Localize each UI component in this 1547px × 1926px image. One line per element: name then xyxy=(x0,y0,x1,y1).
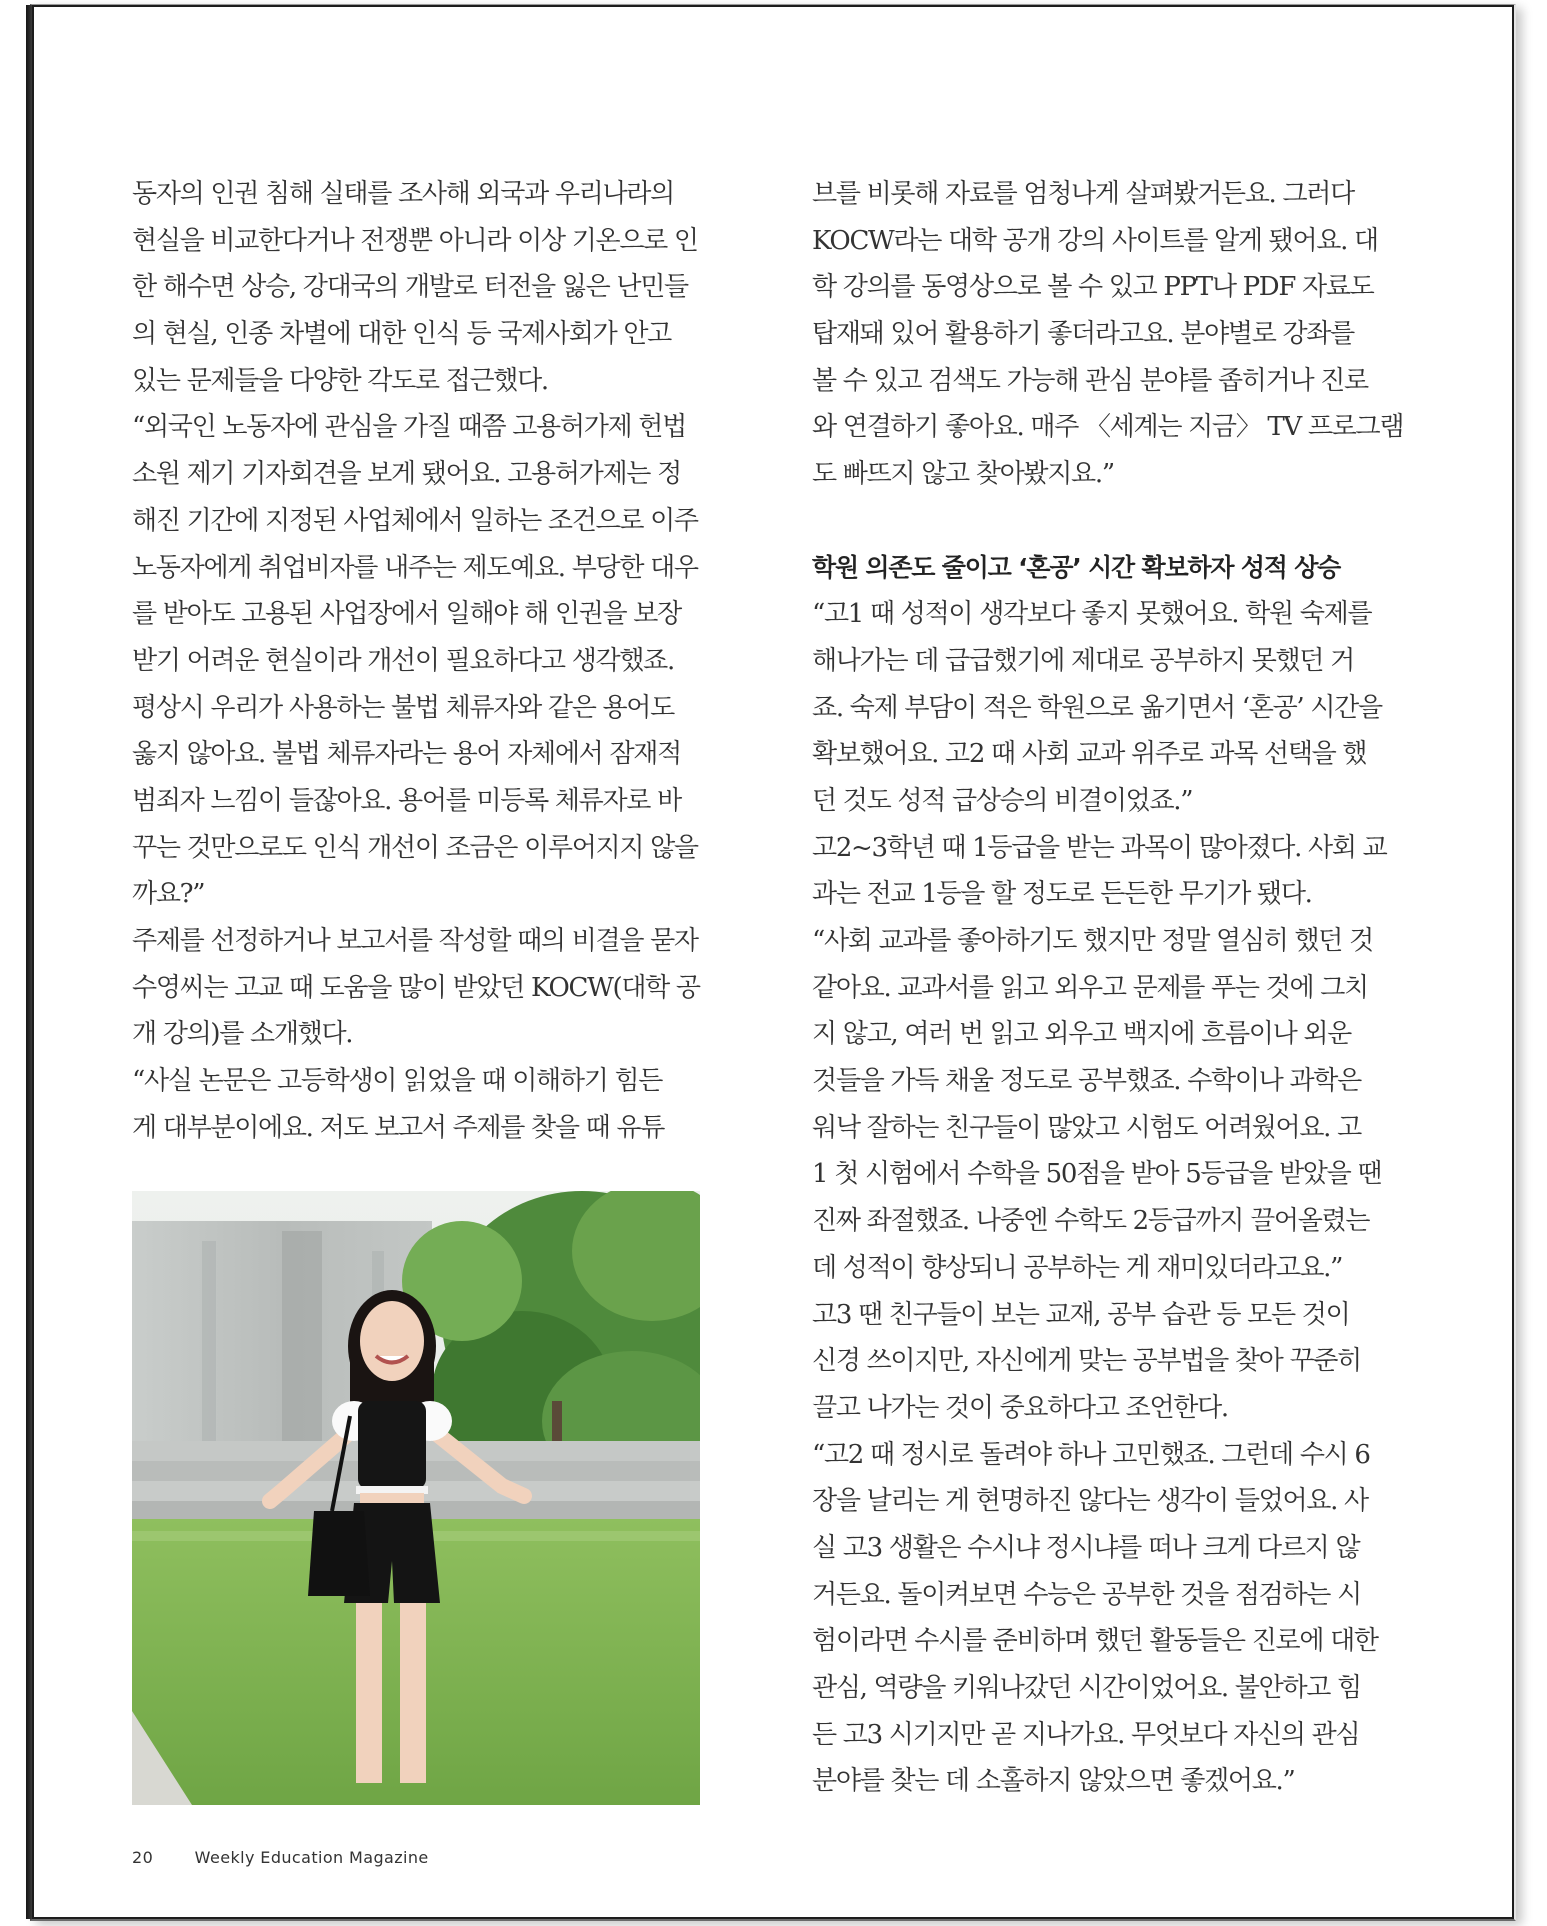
page-number: 20 xyxy=(132,1848,154,1867)
text-line: 것들을 가득 채울 정도로 공부했죠. 수학이나 과학은 xyxy=(812,1066,1361,1097)
text-line: 있는 문제들을 다양한 각도로 접근했다. xyxy=(132,365,548,396)
text-line: KOCW라는 대학 공개 강의 사이트를 알게 됐어요. 대 xyxy=(812,225,1378,256)
text-line: 워낙 잘하는 친구들이 많았고 시험도 어려웠어요. 고 xyxy=(812,1112,1361,1143)
text-line: 평상시 우리가 사용하는 불법 체류자와 같은 용어도 xyxy=(132,692,674,723)
magazine-name: Weekly Education Magazine xyxy=(194,1848,429,1867)
text-line: “외국인 노동자에 관심을 가질 때쯤 고용허가제 헌법 xyxy=(132,412,686,443)
text-line: 거든요. 돌이켜보면 수능은 공부한 것을 점검하는 시 xyxy=(812,1579,1361,1610)
text-line: 게 대부분이에요. 저도 보고서 주제를 찾을 때 유튜 xyxy=(132,1112,665,1143)
text-line: 분야를 찾는 데 소홀하지 않았으면 좋겠어요.” xyxy=(812,1766,1295,1797)
paragraph-gap xyxy=(812,498,1412,545)
text-line: 같아요. 교과서를 읽고 외우고 문제를 푸는 것에 그치 xyxy=(812,972,1368,1003)
text-line: 던 것도 성적 급상승의 비결이었죠.” xyxy=(812,785,1193,816)
section-heading: 학원 의존도 줄이고 ‘혼공’ 시간 확보하자 성적 상승 xyxy=(812,552,1341,582)
magazine-page xyxy=(30,4,1516,1921)
text-line: 를 받아도 고용된 사업장에서 일해야 해 인권을 보장 xyxy=(132,599,681,630)
text-line: 데 성적이 향상되니 공부하는 게 재미있더라고요.” xyxy=(812,1252,1343,1283)
left-column xyxy=(132,171,712,1151)
text-line: 죠. 숙제 부담이 적은 학원으로 옮기면서 ‘혼공’ 시간을 xyxy=(812,692,1382,723)
text-line: 장을 날리는 게 현명하진 않다는 생각이 들었어요. 사 xyxy=(812,1486,1368,1517)
text-line: 의 현실, 인종 차별에 대한 인식 등 국제사회가 안고 xyxy=(132,319,672,350)
text-line: 주제를 선정하거나 보고서를 작성할 때의 비결을 묻자 xyxy=(132,926,698,956)
page-footer xyxy=(132,1848,429,1867)
text-line: 실 고3 생활은 수시냐 정시냐를 떠나 크게 다르지 않 xyxy=(812,1532,1360,1563)
text-line: 한 해수면 상승, 강대국의 개발로 터전을 잃은 난민들 xyxy=(132,272,688,303)
text-line: 신경 쓰이지만, 자신에게 맞는 공부법을 찾아 꾸준히 xyxy=(812,1346,1361,1377)
text-line: 범죄자 느낌이 들잖아요. 용어를 미등록 체류자로 바 xyxy=(132,785,681,816)
text-line: 개 강의)를 소개했다. xyxy=(132,1019,353,1050)
text-line: 도 빠뜨지 않고 찾아봤지요.” xyxy=(812,459,1114,490)
text-line: 든 고3 시기지만 곧 지나가요. 무엇보다 자신의 관심 xyxy=(812,1719,1360,1750)
text-line: 받기 어려운 현실이라 개선이 필요하다고 생각했죠. xyxy=(132,645,674,676)
text-line: 해나가는 데 급급했기에 제대로 공부하지 못했던 거 xyxy=(812,645,1354,676)
student-photo xyxy=(132,1191,700,1805)
text-line: 고2~3학년 때 1등급을 받는 과목이 많아졌다. 사회 교 xyxy=(812,832,1387,863)
text-line: 옳지 않아요. 불법 체류자라는 용어 자체에서 잠재적 xyxy=(132,739,681,770)
text-line: “사실 논문은 고등학생이 읽었을 때 이해하기 힘든 xyxy=(132,1066,663,1097)
text-line: 까요?” xyxy=(132,879,205,910)
text-line: 와 연결하기 좋아요. 매주 〈세계는 지금〉 TV 프로그램 xyxy=(812,412,1404,443)
text-line: 탑재돼 있어 활용하기 좋더라고요. 분야별로 강좌를 xyxy=(812,319,1354,350)
text-line: 볼 수 있고 검색도 가능해 관심 분야를 좁히거나 진로 xyxy=(812,365,1368,396)
text-line: 수영씨는 고교 때 도움을 많이 받았던 KOCW(대학 공 xyxy=(132,972,700,1003)
text-line: 소원 제기 기자회견을 보게 됐어요. 고용허가제는 정 xyxy=(132,459,681,490)
text-line: 관심, 역량을 키워나갔던 시간이었어요. 불안하고 힘 xyxy=(812,1673,1361,1703)
text-line: 학 강의를 동영상으로 볼 수 있고 PPT나 PDF 자료도 xyxy=(812,272,1374,303)
text-line: 지 않고, 여러 번 읽고 외우고 백지에 흐름이나 외운 xyxy=(812,1019,1352,1050)
text-line: 현실을 비교한다거나 전쟁뿐 아니라 이상 기온으로 인 xyxy=(132,225,698,256)
text-line: 동자의 인권 침해 실태를 조사해 외국과 우리나라의 xyxy=(132,179,674,209)
text-line: 과는 전교 1등을 할 정도로 든든한 무기가 됐다. xyxy=(812,879,1312,910)
text-line: 해진 기간에 지정된 사업체에서 일하는 조건으로 이주 xyxy=(132,505,698,536)
text-line: 고3 땐 친구들이 보는 교재, 공부 습관 등 모든 것이 xyxy=(812,1299,1350,1330)
text-line: 험이라면 수시를 준비하며 했던 활동들은 진로에 대한 xyxy=(812,1626,1378,1657)
text-line: “사회 교과를 좋아하기도 했지만 정말 열심히 했던 것 xyxy=(812,926,1373,956)
text-line: 진짜 좌절했죠. 나중엔 수학도 2등급까지 끌어올렸는 xyxy=(812,1206,1370,1237)
text-line: 끌고 나가는 것이 중요하다고 조언한다. xyxy=(812,1392,1228,1423)
text-line: “고2 때 정시로 돌려야 하나 고민했죠. 그런데 수시 6 xyxy=(812,1439,1370,1470)
text-line: 확보했어요. 고2 때 사회 교과 위주로 과목 선택을 했 xyxy=(812,739,1367,770)
text-line: 꾸는 것만으로도 인식 개선이 조금은 이루어지지 않을 xyxy=(132,832,698,863)
text-line: “고1 때 성적이 생각보다 좋지 못했어요. 학원 숙제를 xyxy=(812,599,1372,630)
text-line: 노동자에게 취업비자를 내주는 제도예요. 부당한 대우 xyxy=(132,552,698,583)
text-line: 브를 비롯해 자료를 엄청나게 살펴봤거든요. 그러다 xyxy=(812,179,1354,209)
right-column xyxy=(812,171,1412,1805)
text-line: 1 첫 시험에서 수학을 50점을 받아 5등급을 받았을 땐 xyxy=(812,1159,1382,1190)
